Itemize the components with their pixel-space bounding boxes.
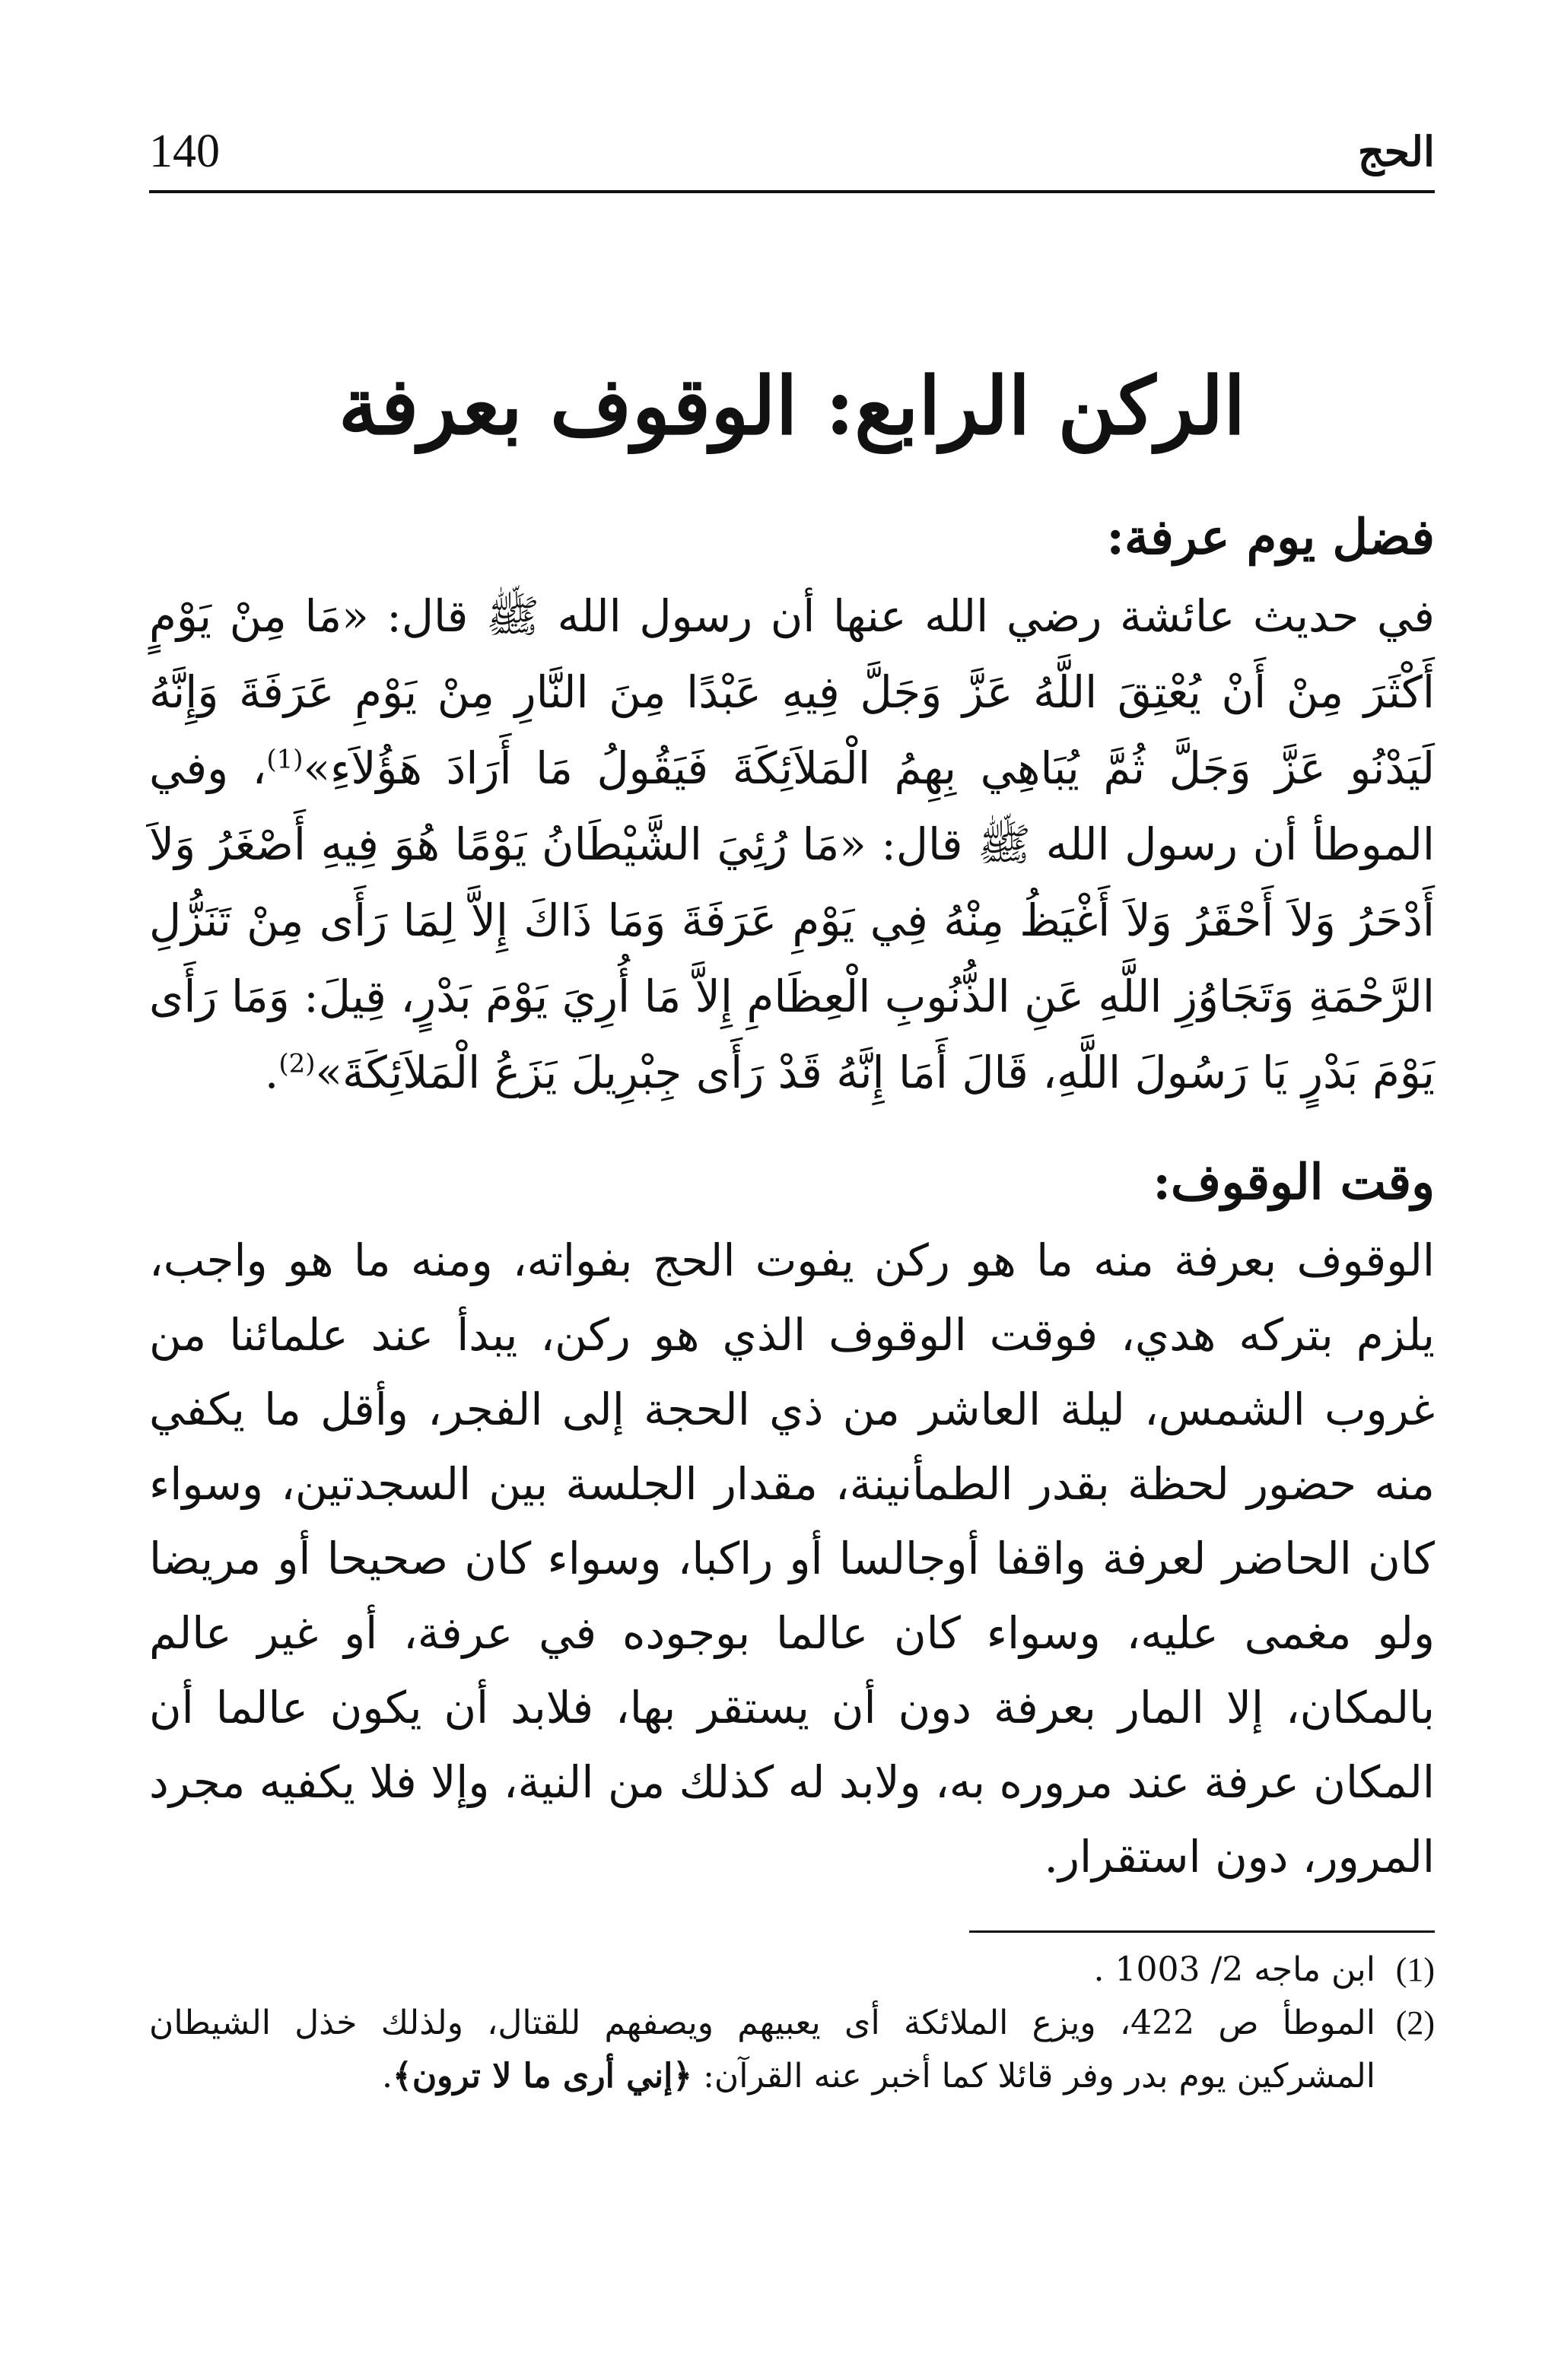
running-title: الحج [1357, 127, 1435, 176]
footnote-ref-1: (1) [266, 744, 304, 775]
footnote-text: ابن ماجه 2/ 1003 . [1093, 1950, 1375, 1989]
quran-quote: ﴿إني أرى ما لا ترون﴾ [393, 2057, 693, 2096]
standing-time-paragraph: الوقوف بعرفة منه ما هو ركن يفوت الحج بفواته، ومنه ما هو واجب، يلزم بتركه هدي، فوقت الوقوف الذي هو ركن، يبدأ عند علمائنا من غروب الشمس، ليلة العاشر من ذي الحجة إلى الفجر، وأقل ما يكفي منه حضور لحظة بقدر الطمأنينة، مقدار الجلسة بين السجدتين، وسواء كان الحاضر لعرفة واقفا أوجالسا أو راكبا، وسواء كان صحيحا أو مريضا ولو مغمى عليه، وسواء كان عالما بوجوده في عرفة، أو غير عالم بالمكان، إلا المار بعرفة دون أن يستقر بها، فلابد أن يكون عالما أن المكان عرفة عند مروره به، ولابد له كذلك من النية، وإلا فلا يكفيه مجرد المرور، دون استقرار. [149, 1234, 1435, 1883]
hadith-text-end: . [264, 1047, 279, 1098]
chapter-title: الركن الرابع: الوقوف بعرفة [338, 359, 1246, 453]
footnote-text-end: . [382, 2057, 393, 2096]
footnote-text [149, 1997, 1375, 2103]
footnotes [149, 1943, 1435, 2103]
book-page [149, 114, 1435, 2320]
footnote-number: (1) [1395, 1951, 1435, 1988]
running-header [149, 114, 1435, 193]
section-heading-virtue-of-arafah: فضل يوم عرفة: [1106, 509, 1435, 566]
hadith-paragraph [149, 578, 1435, 1111]
footnote-separator [969, 1930, 1435, 1933]
footnote-ref-2: (2) [278, 1048, 316, 1079]
footnote-1 [149, 1943, 1435, 1997]
footnote-number: (2) [1395, 2004, 1435, 2042]
footnote-2 [149, 1997, 1435, 2103]
hadith-text-part2: ، وفي الموطأ أن رسول الله ﷺ قال: «مَا رُئِيَ الشَّيْطَانُ يَوْمًا هُوَ فِيهِ أَصْغَرُ وَلاَ أَدْحَرُ وَلاَ أَحْقَرُ وَلاَ أَغْيَظُ مِنْهُ فِي يَوْمِ عَرَفَةَ وَمَا ذَاكَ إِلاَّ لِمَا رَأَى مِنْ تَنَزُّلِ الرَّحْمَةِ وَتَجَاوُزِ اللَّهِ عَنِ الذُّنُوبِ الْعِظَامِ إِلاَّ مَا أُرِيَ يَوْمَ بَدْرٍ، قِيلَ: وَمَا رَأَى يَوْمَ بَدْرٍ يَا رَسُولَ اللَّهِ، قَالَ أَمَا إِنَّهُ قَدْ رَأَى جِبْرِيلَ يَزَعُ الْمَلاَئِكَةَ» [149, 742, 1435, 1098]
section-heading-standing-time: وقت الوقوف: [1153, 1154, 1435, 1211]
hadith-text-part1: في حديث عائشة رضي الله عنها أن رسول الله ﷺ قال: «مَا مِنْ يَوْمٍ أَكْثَرَ مِنْ أَنْ يُعْتِقَ اللَّهُ عَزَّ وَجَلَّ فِيهِ عَبْدًا مِنَ النَّارِ مِنْ يَوْمِ عَرَفَةَ وَإِنَّهُ لَيَدْنُو عَزَّ وَجَلَّ ثُمَّ يُبَاهِي بِهِمُ الْمَلاَئِكَةَ فَيَقُولُ مَا أَرَادَ هَؤُلاَءِ» [149, 590, 1436, 794]
footnote-text-part1: الموطأ ص 422، ويزع الملائكة أى يعبيهم ويصفهم للقتال، ولذلك خذل الشيطان المشركين يوم بدر وفر قائلا كما أخبر عنه القرآن: [149, 2003, 1375, 2096]
page-number: 140 [149, 126, 220, 177]
